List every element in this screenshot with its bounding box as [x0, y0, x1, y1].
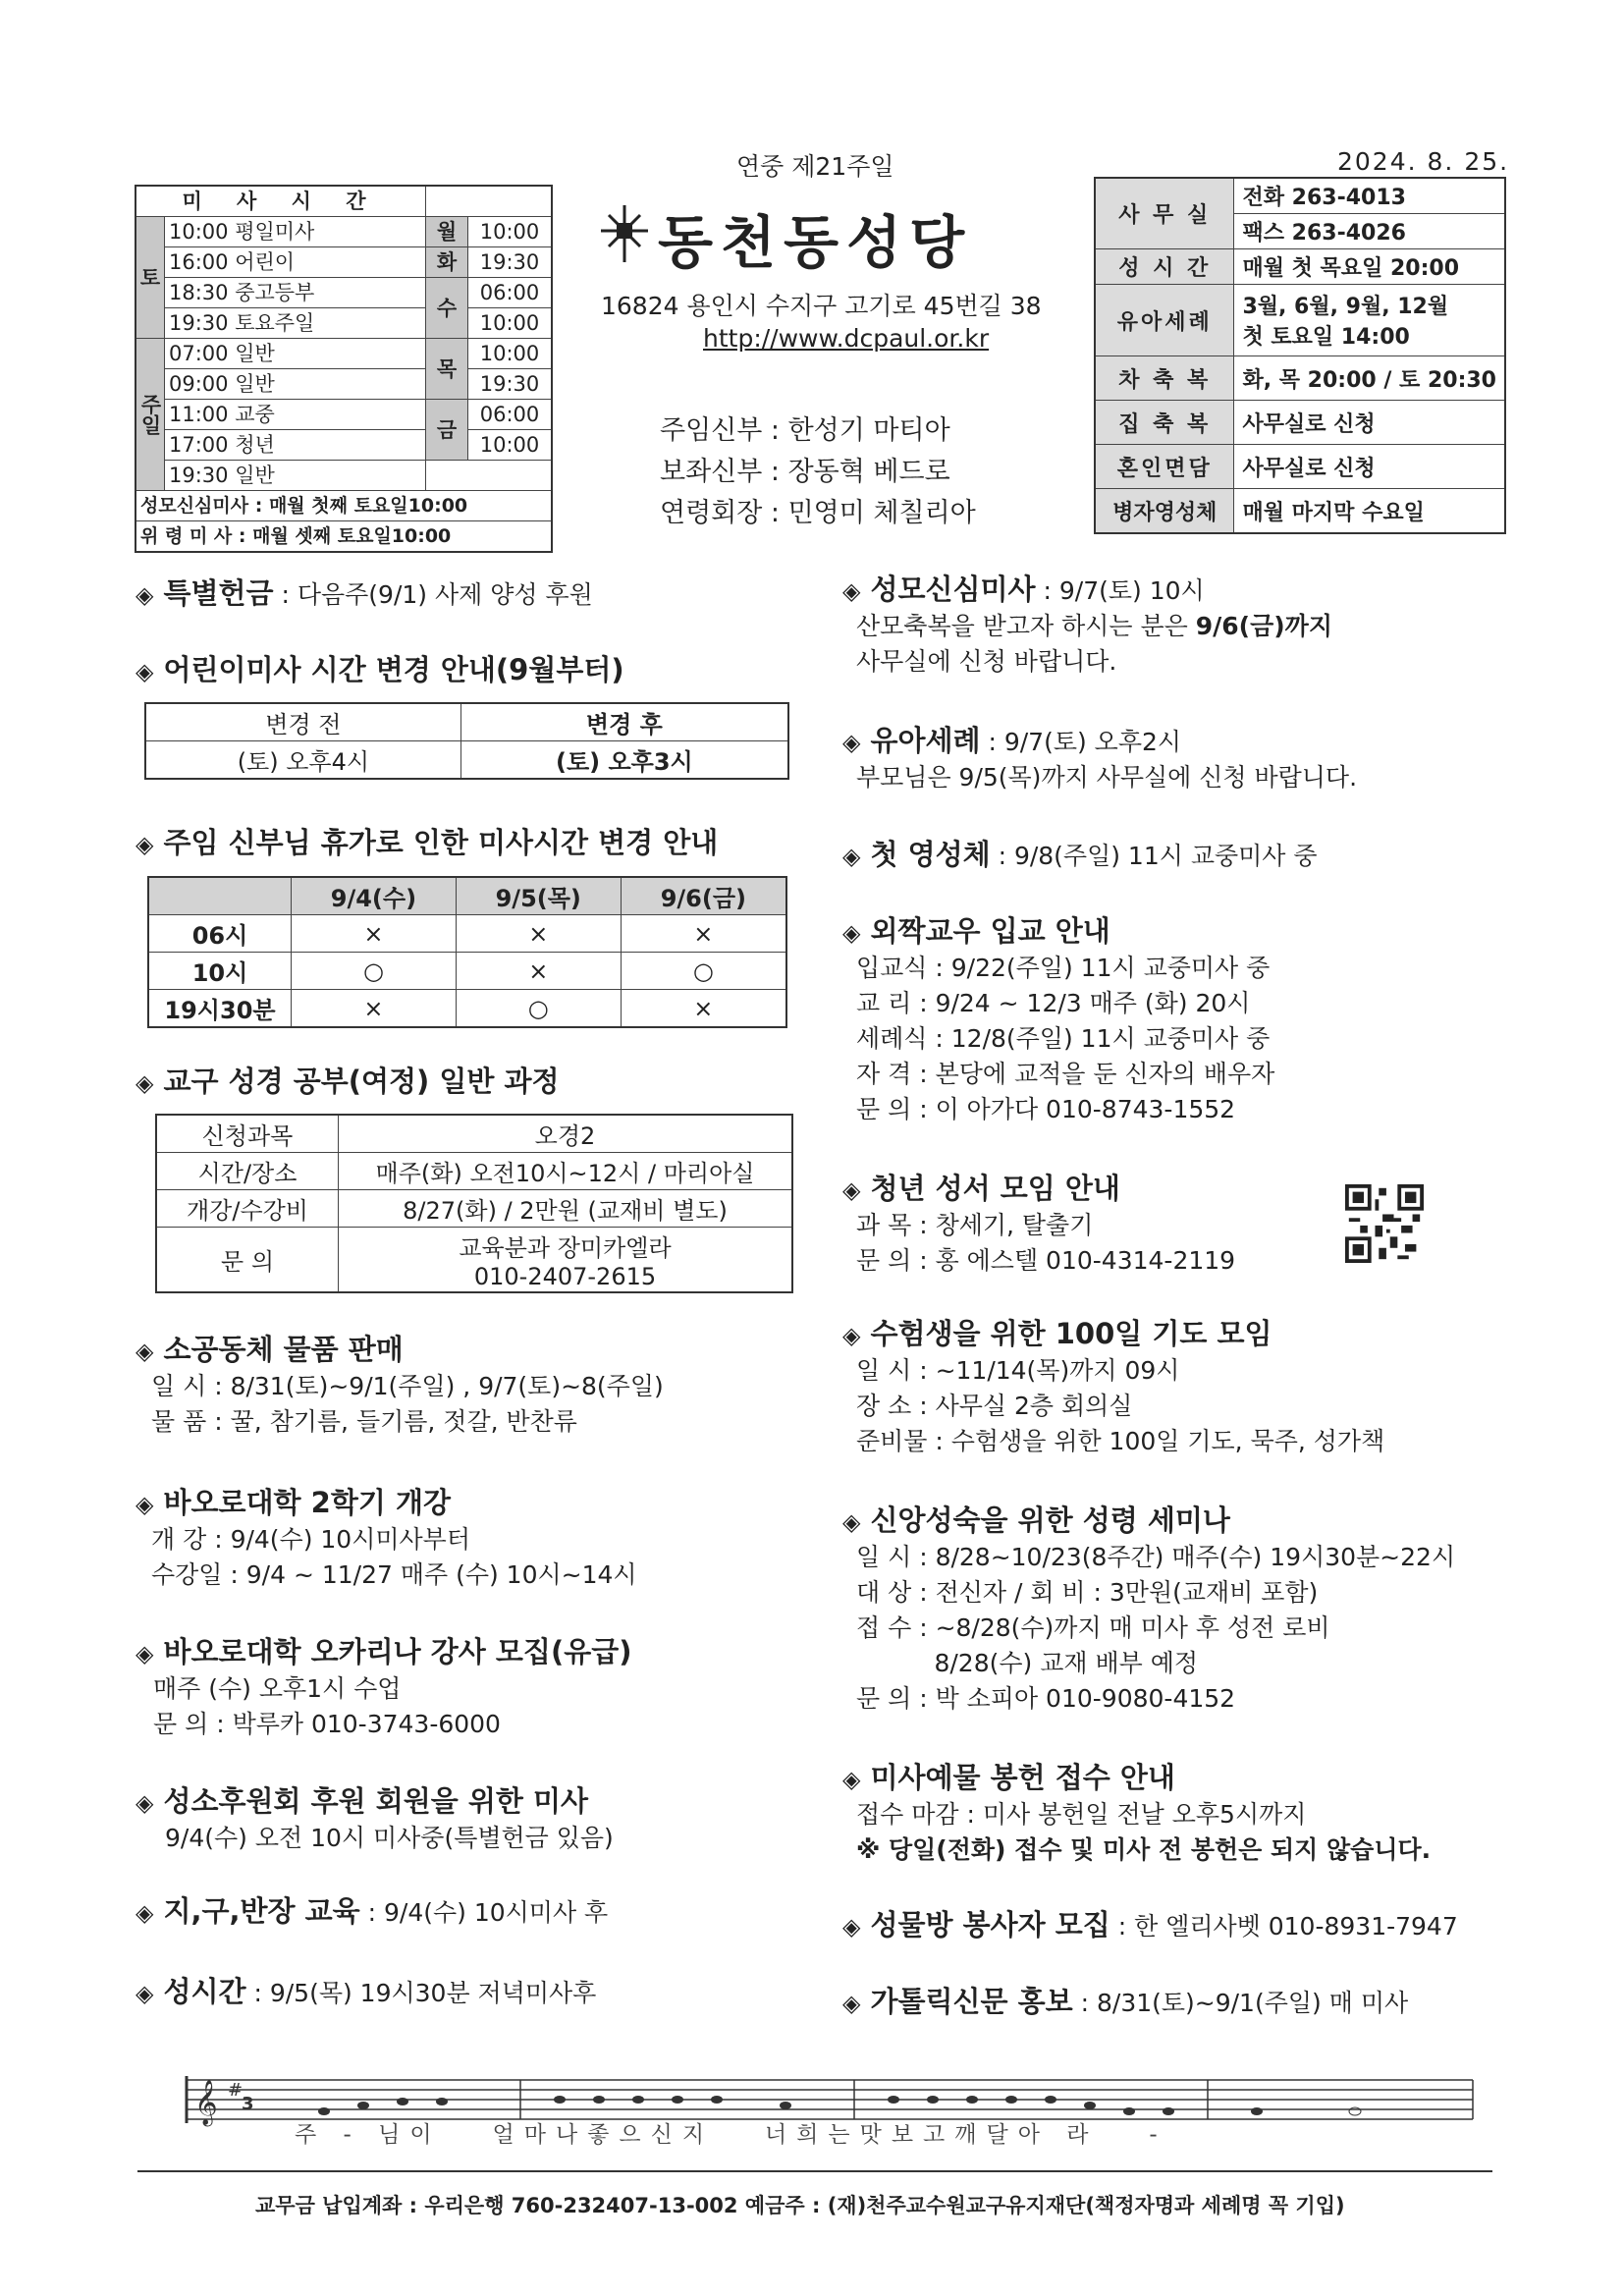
- section-line-notice: ※ 당일(전화) 접수 및 미사 전 봉헌은 되지 않습니다.: [856, 1835, 1432, 1864]
- section-line: 부모님은 9/5(목)까지 사무실에 신청 바랍니다.: [856, 763, 1358, 792]
- section-text: : 8/31(토)~9/1(주일) 매 미사: [1072, 1989, 1409, 2017]
- mass-schedule-table: [135, 185, 553, 553]
- svg-text:3: 3: [242, 2094, 254, 2114]
- diamond-bullet-icon: ◈: [135, 658, 154, 685]
- contact-name: 교육분과 장미카엘라: [459, 1234, 672, 1262]
- svg-text:#: #: [228, 2080, 244, 2101]
- info-value-line: 첫 토요일 14:00: [1242, 325, 1410, 350]
- table-cell: 매주(화) 오전10시~12시 / 마리아실: [339, 1153, 793, 1190]
- section-line: 일 시 : ~11/14(목)까지 09시: [856, 1356, 1180, 1385]
- info-label: 사 무 실: [1095, 178, 1234, 249]
- section-heading: 주임 신부님 휴가로 인한 미사시간 변경 안내: [163, 826, 719, 859]
- section-line: 물 품 : 꿀, 참기름, 들기름, 젓갈, 반찬류: [151, 1407, 577, 1436]
- mass-row: 18:30 중고등부: [165, 278, 426, 308]
- mass-row: 16:00 어린이: [165, 247, 426, 278]
- diamond-bullet-icon: ◈: [135, 1491, 154, 1518]
- bible-study-table: [155, 1114, 793, 1293]
- table-row-label: 06시: [148, 915, 292, 953]
- qr-code-icon[interactable]: [1345, 1183, 1424, 1264]
- staff-list: [660, 410, 976, 534]
- section-line: 과 목 : 창세기, 탈출기: [856, 1211, 1094, 1239]
- info-value: 화, 목 20:00 / 토 20:30: [1234, 356, 1505, 401]
- weekday-label: 목: [425, 339, 467, 400]
- contact-phone: 010-2407-2615: [473, 1263, 657, 1290]
- table-cell: ×: [292, 915, 457, 953]
- info-value: [1234, 285, 1505, 356]
- info-value: 매월 첫 목요일 20:00: [1234, 249, 1505, 285]
- leader-education-section: [135, 1893, 608, 1931]
- info-label: 차 축 복: [1095, 356, 1234, 401]
- youth-bible-section: [842, 1171, 1235, 1279]
- community-sale-section: [135, 1332, 664, 1440]
- section-line: 개 강 : 9/4(수) 10시미사부터: [151, 1525, 470, 1554]
- requiem-mass-note: 위 령 미 사 : 매월 셋째 토요일10:00: [135, 521, 552, 553]
- section-heading: 신앙성숙을 위한 성령 세미나: [870, 1503, 1230, 1537]
- holy-hour-section: [135, 1974, 596, 2011]
- section-text: : 9/7(토) 오후2시: [980, 728, 1182, 756]
- mass-time: 06:00: [468, 278, 553, 308]
- diamond-bullet-icon: ◈: [842, 843, 861, 870]
- table-cell: ×: [621, 915, 786, 953]
- table-cell: ○: [456, 990, 621, 1028]
- section-line: 접수 마감 : 미사 봉헌일 전날 오후5시까지: [856, 1800, 1307, 1829]
- children-mass-section: [135, 652, 624, 689]
- office-info-table: [1094, 177, 1506, 534]
- table-cell: [339, 1228, 793, 1293]
- info-label: 혼인면담: [1095, 445, 1234, 489]
- mass-time: 10:00: [468, 339, 553, 369]
- diamond-bullet-icon: ◈: [135, 581, 154, 609]
- section-text: : 9/7(토) 10시: [1035, 576, 1205, 605]
- staff-pastor: 주임신부 : 한성기 마티아: [660, 415, 950, 446]
- section-line: 일 시 : 8/31(토)~9/1(주일) , 9/7(토)~8(주일): [151, 1372, 664, 1400]
- diamond-bullet-icon: ◈: [842, 1508, 861, 1536]
- table-cell: ×: [621, 990, 786, 1028]
- section-line: 9/4(수) 오전 10시 미사중(특별헌금 있음): [165, 1824, 614, 1852]
- catholic-newspaper-section: [842, 1984, 1408, 2021]
- diamond-bullet-icon: ◈: [842, 1913, 861, 1941]
- table-cell: (토) 오후4시: [145, 741, 460, 780]
- info-value: 사무실로 신청: [1234, 445, 1505, 489]
- table-row-label: 문 의: [156, 1228, 339, 1293]
- table-row-label: 19시30분: [148, 990, 292, 1028]
- section-heading: 지,구,반장 교육: [163, 1894, 360, 1928]
- section-heading: 성물방 봉사자 모집: [870, 1908, 1110, 1941]
- donation-account-footer: 교무금 납입계좌 : 우리은행 760-232407-13-002 예금주 : (재)천주교수원교구유지재단(책정자명과 세례명 꼭 기입): [255, 2194, 1345, 2217]
- section-heading: 외짝교우 입교 안내: [870, 914, 1110, 948]
- marian-mass-note: 성모신심미사 : 매월 첫째 토요일10:00: [135, 491, 552, 521]
- church-address: 16824 용인시 수지구 고기로 45번길 38: [601, 292, 1042, 320]
- infant-baptism-section: [842, 723, 1357, 795]
- mass-row: 11:00 교중: [165, 400, 426, 430]
- table-row-label: 신청과목: [156, 1115, 339, 1153]
- ocarina-section: [135, 1634, 631, 1742]
- table-header: 변경 후: [460, 703, 788, 741]
- section-heading: 미사예물 봉헌 접수 안내: [870, 1761, 1175, 1794]
- diamond-bullet-icon: ◈: [842, 1322, 861, 1349]
- liturgical-week: 연중 제21주일: [736, 152, 894, 181]
- section-line: 일 시 : 8/28~10/23(8주간) 매주(수) 19시30분~22시: [856, 1543, 1456, 1571]
- section-line: 입교식 : 9/22(주일) 11시 교중미사 중: [856, 954, 1271, 982]
- mass-row: 09:00 일반: [165, 369, 426, 400]
- church-logo-icon: [595, 201, 654, 266]
- diamond-bullet-icon: ◈: [842, 919, 861, 947]
- diamond-bullet-icon: ◈: [842, 577, 861, 605]
- mass-row: 17:00 청년: [165, 430, 426, 461]
- diamond-bullet-icon: ◈: [135, 1899, 154, 1927]
- section-line: 준비물 : 수험생을 위한 100일 기도, 묵주, 성가책: [856, 1427, 1385, 1455]
- table-row-label: 개강/수강비: [156, 1190, 339, 1228]
- bulletin-date: 2024. 8. 25.: [1337, 147, 1510, 176]
- paul-college-section: [135, 1485, 637, 1593]
- weekday-label: 월: [425, 217, 467, 247]
- section-line: 수강일 : 9/4 ~ 11/27 매주 (수) 10시~14시: [151, 1560, 637, 1589]
- section-line: 산모축복을 받고자 하시는 분은: [856, 612, 1196, 640]
- info-value: 매월 마지막 수요일: [1234, 489, 1505, 534]
- section-heading: 성모신심미사: [870, 573, 1036, 606]
- section-heading: 수험생을 위한 100일 기도 모임: [870, 1317, 1272, 1350]
- weekday-label: 화: [425, 247, 467, 278]
- section-text: : 9/5(목) 19시30분 저녁미사후: [245, 1979, 597, 2007]
- mass-offering-section: [842, 1760, 1431, 1868]
- mass-time: 10:00: [468, 217, 553, 247]
- section-line: 매주 (수) 오후1시 수업: [153, 1674, 402, 1703]
- section-heading: 바오로대학 오카리나 강사 모집(유급): [163, 1635, 632, 1668]
- diamond-bullet-icon: ◈: [135, 1338, 154, 1365]
- section-text: : 9/4(수) 10시미사 후: [359, 1898, 609, 1927]
- table-row-label: 시간/장소: [156, 1153, 339, 1190]
- section-line: 교 리 : 9/24 ~ 12/3 매주 (화) 20시: [856, 989, 1251, 1017]
- info-value: 사무실로 신청: [1234, 401, 1505, 445]
- section-text: : 9/8(주일) 11시 교중미사 중: [990, 842, 1318, 870]
- section-heading: 가톨릭신문 홍보: [870, 1985, 1073, 2018]
- mass-time: 06:00: [468, 400, 553, 430]
- section-heading: 성소후원회 후원 회원을 위한 미사: [163, 1784, 589, 1818]
- section-line: 문 의 : 박루카 010-3743-6000: [153, 1710, 501, 1738]
- vacation-schedule-section: [135, 825, 718, 862]
- section-heading: 소공동체 물품 판매: [163, 1333, 404, 1366]
- section-heading: 유아세례: [870, 724, 981, 757]
- section-line-emphasis: 9/6(금)까지: [1195, 612, 1332, 640]
- exam-prayer-section: [842, 1316, 1384, 1459]
- vocation-mass-section: [135, 1783, 614, 1856]
- section-line: 8/28(수) 교재 배부 예정: [856, 1649, 1199, 1677]
- weekday-label: 금: [425, 400, 467, 461]
- staff-assistant: 보좌신부 : 장동혁 베드로: [660, 457, 950, 487]
- svg-text:𝄞: 𝄞: [194, 2080, 218, 2125]
- mass-time: 19:30: [468, 369, 553, 400]
- table-header: 9/6(금): [621, 877, 786, 915]
- mass-row: 10:00 평일미사: [165, 217, 426, 247]
- section-line: 대 상 : 전신자 / 회 비 : 3만원(교재비 포함): [856, 1578, 1319, 1607]
- first-communion-section: [842, 837, 1318, 874]
- vacation-schedule-table: [147, 876, 787, 1028]
- table-header: 9/4(수): [292, 877, 457, 915]
- mass-row: 19:30 일반: [165, 461, 426, 491]
- table-cell: ×: [456, 953, 621, 990]
- table-header: 변경 전: [145, 703, 460, 741]
- section-line: 문 의 : 이 아가다 010-8743-1552: [856, 1095, 1236, 1123]
- table-cell: (토) 오후3시: [460, 741, 788, 780]
- section-text: : 한 엘리사벳 010-8931-7947: [1110, 1912, 1458, 1941]
- diamond-bullet-icon: ◈: [842, 729, 861, 756]
- section-heading: 교구 성경 공부(여정) 일반 과정: [163, 1065, 560, 1098]
- info-label: 유아세례: [1095, 285, 1234, 356]
- church-url-link[interactable]: http://www.dcpaul.or.kr: [703, 324, 990, 353]
- info-value: 팩스 263-4026: [1234, 214, 1505, 249]
- section-heading: 첫 영성체: [870, 838, 991, 871]
- diamond-bullet-icon: ◈: [842, 1176, 861, 1204]
- diamond-bullet-icon: ◈: [135, 1069, 154, 1097]
- marian-mass-section: [842, 572, 1332, 680]
- children-mass-table: [144, 702, 789, 780]
- mass-time: 19:30: [468, 247, 553, 278]
- sunday-label: 주일: [135, 339, 165, 491]
- section-heading: 성시간: [163, 1975, 246, 2008]
- info-value: 전화 263-4013: [1234, 178, 1505, 214]
- info-value-line: 3월, 6월, 9월, 12월: [1242, 295, 1449, 319]
- weekday-label: 수: [425, 278, 467, 339]
- special-offering-section: [135, 575, 593, 613]
- diamond-bullet-icon: ◈: [842, 1766, 861, 1793]
- table-cell: 8/27(화) / 2만원 (교재비 별도): [339, 1190, 793, 1228]
- section-line: 세례식 : 12/8(주일) 11시 교중미사 중: [856, 1024, 1271, 1053]
- footer-divider: [137, 2170, 1492, 2172]
- table-cell: 오경2: [339, 1115, 793, 1153]
- holy-spirit-seminar-section: [842, 1503, 1455, 1717]
- saturday-label: 토: [135, 217, 165, 339]
- diamond-bullet-icon: ◈: [842, 1990, 861, 2017]
- section-heading: 바오로대학 2학기 개강: [163, 1486, 451, 1519]
- section-line: 접 수 : ~8/28(수)까지 매 미사 후 성전 로비: [856, 1613, 1330, 1642]
- section-heading: 특별헌금: [163, 576, 274, 610]
- section-heading: 어린이미사 시간 변경 안내(9월부터): [163, 653, 624, 686]
- table-cell: ○: [292, 953, 457, 990]
- mass-row: 19:30 토요주일: [165, 308, 426, 339]
- mass-time: 10:00: [468, 308, 553, 339]
- section-line: 문 의 : 박 소피아 010-9080-4152: [856, 1684, 1236, 1713]
- church-name: 동천동성당: [658, 209, 973, 276]
- diamond-bullet-icon: ◈: [135, 1789, 154, 1817]
- table-cell: ×: [292, 990, 457, 1028]
- table-row-label: 10시: [148, 953, 292, 990]
- mass-time: 10:00: [468, 430, 553, 461]
- section-text: : 다음주(9/1) 사제 양성 후원: [273, 580, 593, 609]
- table-header: 9/5(목): [456, 877, 621, 915]
- info-label: 병자영성체: [1095, 489, 1234, 534]
- diamond-bullet-icon: ◈: [135, 1980, 154, 2007]
- staff-funeral-head: 연령회장 : 민영미 체칠리아: [660, 498, 976, 528]
- table-cell: ○: [621, 953, 786, 990]
- diamond-bullet-icon: ◈: [135, 831, 154, 858]
- section-line: 사무실에 신청 바랍니다.: [856, 647, 1117, 676]
- hymn-lyrics: 주 - 님이 얼마나좋으신지 너희는맛보고깨달아 라 -: [295, 2122, 1167, 2148]
- diamond-bullet-icon: ◈: [135, 1640, 154, 1667]
- section-line: 장 소 : 사무실 2층 회의실: [856, 1392, 1133, 1420]
- mass-schedule-title: 미 사 시 간: [135, 186, 425, 217]
- info-label: 성 시 간: [1095, 249, 1234, 285]
- table-cell: ×: [456, 915, 621, 953]
- section-line: 자 격 : 본당에 교적을 둔 신자의 배우자: [856, 1060, 1275, 1088]
- catechumen-section: [842, 913, 1274, 1127]
- info-label: 집 축 복: [1095, 401, 1234, 445]
- section-heading: 청년 성서 모임 안내: [870, 1172, 1120, 1205]
- bible-study-section: [135, 1064, 560, 1101]
- shop-volunteer-section: [842, 1907, 1458, 1944]
- mass-row: 07:00 일반: [165, 339, 426, 369]
- section-line: 문 의 : 홍 에스텔 010-4314-2119: [856, 1246, 1236, 1275]
